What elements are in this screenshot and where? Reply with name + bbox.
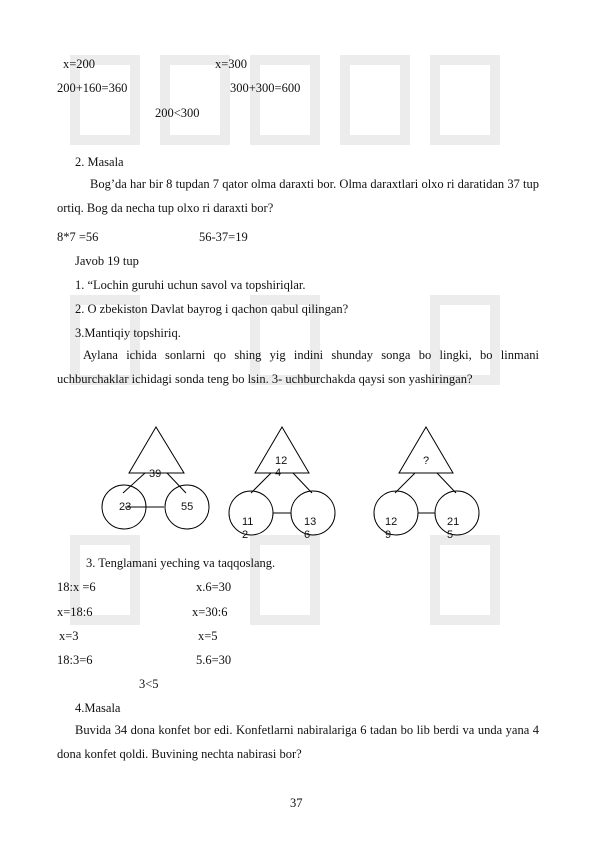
masala-2-text: Bog’da har bir 8 tupdan 7 qator olma daraxti bor. Olma daraxtlari olxo ri daratidan 37 tup ortiq. Bog da necha tup olxo ri daraxti bor? (57, 177, 539, 215)
fig2-right-circle-value: 13 6 (304, 516, 317, 541)
masala-4-title: 4.Masala (75, 701, 121, 715)
fig3-right-circle-value: 21 5 (447, 516, 460, 541)
calc-56: 8*7 =56 (57, 230, 99, 244)
logic-task-text: Aylana ichida sonlarni qo shing yig indini shunday songa bo lingki, bo linmani uchburchaklar ichidagi sonda teng bo lsin. 3- uchburchakda qaysi son yashiringan? (57, 348, 539, 386)
eq-3a: x=3 (59, 629, 79, 643)
question-1: 1. “Lochin guruhi uchun savol va topshiriqlar. (75, 278, 306, 292)
masala-4-text: Buvida 34 dona konfet bor edi. Konfetlarni nabiralariga 6 tadan bo lib berdi va unda yana 4 dona konfet qoldi. Buvining nechta nabirasi bor? (57, 723, 539, 761)
eq-1a: 18:x =6 (57, 580, 96, 594)
masala-2-title: 2. Masala (75, 155, 124, 169)
answer-line: Javob 19 tup (75, 254, 139, 268)
line-x200: x=200 (63, 57, 96, 71)
page-number: 37 (290, 796, 303, 810)
fig1-right-circle-value: 55 (181, 501, 194, 513)
fig3-triangle-value: ? (423, 455, 430, 467)
line-300-300: 300+300=600 (230, 81, 301, 95)
tenglama-title: 3. Tenglamani yeching va taqqoslang. (86, 556, 276, 570)
calc-19: 56-37=19 (199, 230, 248, 244)
eq-1b: x.6=30 (196, 580, 232, 594)
eq-compare: 3<5 (139, 677, 159, 691)
figure-1 (100, 425, 220, 540)
fig3-left-circle-value: 12 9 (385, 516, 398, 541)
eq-4b: 5.6=30 (196, 653, 232, 667)
question-2: 2. O zbekiston Davlat bayrog i qachon qabul qilingan? (75, 302, 349, 316)
eq-4a: 18:3=6 (57, 653, 93, 667)
eq-2b: x=30:6 (192, 605, 228, 619)
fig2-triangle-value: 12 4 (275, 455, 288, 479)
question-3: 3.Mantiqiy topshiriq. (75, 326, 181, 340)
fig1-triangle-value: 39 (149, 468, 162, 480)
eq-3b: x=5 (198, 629, 218, 643)
fig2-left-circle-value: 11 2 (242, 516, 254, 541)
watermark (55, 20, 545, 820)
line-200-160: 200+160=360 (57, 81, 128, 95)
eq-2a: x=18:6 (57, 605, 93, 619)
line-compare-200-300: 200<300 (155, 106, 200, 120)
fig1-left-circle-value: 23 (119, 501, 132, 513)
line-x300: x=300 (215, 57, 248, 71)
